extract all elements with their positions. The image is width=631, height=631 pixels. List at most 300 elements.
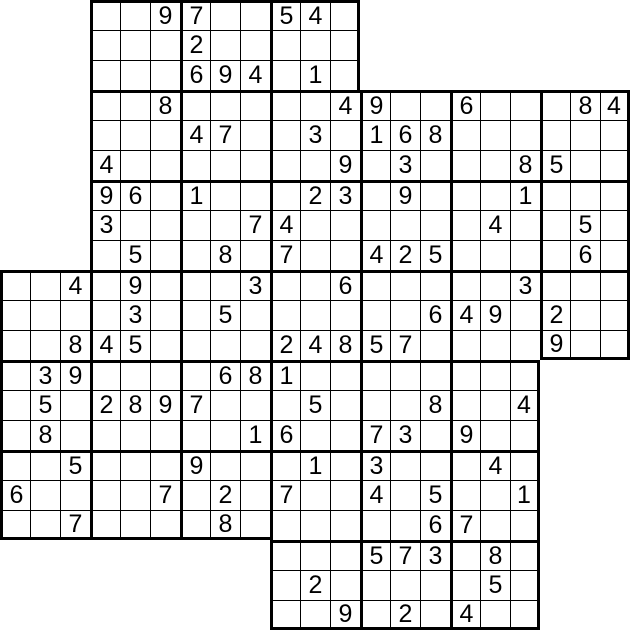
cell-r17-c6[interactable] bbox=[180, 510, 210, 540]
cell-r7-c19: 5 bbox=[570, 210, 600, 240]
cell-r5-c18: 5 bbox=[540, 150, 570, 180]
cell-r7-c13[interactable] bbox=[390, 210, 420, 240]
cell-r15-c7[interactable] bbox=[210, 450, 240, 480]
cell-r18-c11[interactable] bbox=[330, 540, 360, 570]
cell-r12-c10[interactable] bbox=[300, 360, 330, 390]
cell-r10-c19[interactable] bbox=[570, 300, 600, 330]
cell-r16-c3[interactable] bbox=[90, 480, 120, 510]
cell-r1-c3[interactable] bbox=[90, 30, 120, 60]
cell-r3-c13[interactable] bbox=[390, 90, 420, 120]
cell-r6-c7[interactable] bbox=[210, 180, 240, 210]
cell-r0-c6: 7 bbox=[180, 0, 210, 30]
cell-r7-c17[interactable] bbox=[510, 210, 540, 240]
cell-r14-c7[interactable] bbox=[210, 420, 240, 450]
cell-r15-c2: 5 bbox=[60, 450, 90, 480]
cell-r7-c16: 4 bbox=[480, 210, 510, 240]
cell-r16-c6[interactable] bbox=[180, 480, 210, 510]
cell-r19-c9[interactable] bbox=[270, 570, 300, 600]
cell-r14-c4[interactable] bbox=[120, 420, 150, 450]
cell-r6-c9[interactable] bbox=[270, 180, 300, 210]
cell-r10-c10[interactable] bbox=[300, 300, 330, 330]
cell-r6-c17: 1 bbox=[510, 180, 540, 210]
cell-r10-c8[interactable] bbox=[240, 300, 270, 330]
cell-r10-c17[interactable] bbox=[510, 300, 540, 330]
cell-r17-c0[interactable] bbox=[0, 510, 30, 540]
cell-r9-c14[interactable] bbox=[420, 270, 450, 300]
cell-r2-c11[interactable] bbox=[330, 60, 360, 90]
cell-r11-c5[interactable] bbox=[150, 330, 180, 360]
cell-r5-c12[interactable] bbox=[360, 150, 390, 180]
cell-r12-c1: 3 bbox=[30, 360, 60, 390]
cell-r10-c11[interactable] bbox=[330, 300, 360, 330]
cell-r16-c2[interactable] bbox=[60, 480, 90, 510]
cell-r12-c3[interactable] bbox=[90, 360, 120, 390]
cell-r20-c12[interactable] bbox=[360, 600, 390, 630]
cell-r15-c9[interactable] bbox=[270, 450, 300, 480]
cell-r14-c13: 3 bbox=[390, 420, 420, 450]
cell-r17-c8[interactable] bbox=[240, 510, 270, 540]
cell-r9-c8: 3 bbox=[240, 270, 270, 300]
cell-r12-c4[interactable] bbox=[120, 360, 150, 390]
cell-r11-c4: 5 bbox=[120, 330, 150, 360]
cell-r8-c14: 5 bbox=[420, 240, 450, 270]
cell-r7-c6[interactable] bbox=[180, 210, 210, 240]
cell-r7-c15[interactable] bbox=[450, 210, 480, 240]
cell-r17-c7: 8 bbox=[210, 510, 240, 540]
cell-r12-c5[interactable] bbox=[150, 360, 180, 390]
cell-r15-c4[interactable] bbox=[120, 450, 150, 480]
cell-r9-c11: 6 bbox=[330, 270, 360, 300]
cell-r1-c9[interactable] bbox=[270, 30, 300, 60]
cell-r7-c9: 4 bbox=[270, 210, 300, 240]
cell-r15-c17[interactable] bbox=[510, 450, 540, 480]
cell-r3-c11: 4 bbox=[330, 90, 360, 120]
cell-r2-c9[interactable] bbox=[270, 60, 300, 90]
cell-r14-c9: 6 bbox=[270, 420, 300, 450]
cell-r6-c10: 2 bbox=[300, 180, 330, 210]
cell-r12-c13[interactable] bbox=[390, 360, 420, 390]
cell-r8-c6[interactable] bbox=[180, 240, 210, 270]
cell-r12-c16[interactable] bbox=[480, 360, 510, 390]
cell-r5-c8[interactable] bbox=[240, 150, 270, 180]
cell-r10-c0[interactable] bbox=[0, 300, 30, 330]
cell-r1-c10[interactable] bbox=[300, 30, 330, 60]
cell-r13-c11[interactable] bbox=[330, 390, 360, 420]
cell-r7-c12[interactable] bbox=[360, 210, 390, 240]
cell-r2-c5[interactable] bbox=[150, 60, 180, 90]
cell-r17-c9[interactable] bbox=[270, 510, 300, 540]
cell-r19-c14[interactable] bbox=[420, 570, 450, 600]
cell-r18-c10[interactable] bbox=[300, 540, 330, 570]
cell-r1-c8[interactable] bbox=[240, 30, 270, 60]
cell-r13-c2[interactable] bbox=[60, 390, 90, 420]
cell-r8-c18[interactable] bbox=[540, 240, 570, 270]
cell-r10-c1[interactable] bbox=[30, 300, 60, 330]
cell-r9-c12[interactable] bbox=[360, 270, 390, 300]
cell-r4-c9[interactable] bbox=[270, 120, 300, 150]
cell-r11-c6[interactable] bbox=[180, 330, 210, 360]
cell-r13-c8[interactable] bbox=[240, 390, 270, 420]
cell-r11-c16[interactable] bbox=[480, 330, 510, 360]
cell-r12-c15[interactable] bbox=[450, 360, 480, 390]
cell-r8-c15[interactable] bbox=[450, 240, 480, 270]
cell-r5-c13: 3 bbox=[390, 150, 420, 180]
cell-r5-c3: 4 bbox=[90, 150, 120, 180]
cell-r15-c10: 1 bbox=[300, 450, 330, 480]
cell-r11-c19[interactable] bbox=[570, 330, 600, 360]
cell-r8-c7: 8 bbox=[210, 240, 240, 270]
cell-r8-c20[interactable] bbox=[600, 240, 630, 270]
cell-r12-c2: 9 bbox=[60, 360, 90, 390]
cell-r14-c11[interactable] bbox=[330, 420, 360, 450]
cell-r9-c15[interactable] bbox=[450, 270, 480, 300]
cell-r9-c9[interactable] bbox=[270, 270, 300, 300]
cell-r0-c4[interactable] bbox=[120, 0, 150, 30]
cell-r4-c13: 6 bbox=[390, 120, 420, 150]
cell-r15-c8[interactable] bbox=[240, 450, 270, 480]
cell-r7-c4[interactable] bbox=[120, 210, 150, 240]
cell-r20-c10[interactable] bbox=[300, 600, 330, 630]
cell-r0-c9: 5 bbox=[270, 0, 300, 30]
cell-r14-c12: 7 bbox=[360, 420, 390, 450]
cell-r14-c8: 1 bbox=[240, 420, 270, 450]
cell-r3-c8[interactable] bbox=[240, 90, 270, 120]
cell-r2-c3[interactable] bbox=[90, 60, 120, 90]
cell-r4-c20[interactable] bbox=[600, 120, 630, 150]
cell-r18-c17[interactable] bbox=[510, 540, 540, 570]
cell-r13-c13[interactable] bbox=[390, 390, 420, 420]
cell-r7-c18[interactable] bbox=[540, 210, 570, 240]
cell-r17-c17[interactable] bbox=[510, 510, 540, 540]
cell-r10-c7: 5 bbox=[210, 300, 240, 330]
cell-r9-c17: 3 bbox=[510, 270, 540, 300]
cell-r11-c10: 4 bbox=[300, 330, 330, 360]
cell-r11-c8[interactable] bbox=[240, 330, 270, 360]
cell-r15-c15[interactable] bbox=[450, 450, 480, 480]
cell-r5-c5[interactable] bbox=[150, 150, 180, 180]
cell-r7-c10[interactable] bbox=[300, 210, 330, 240]
cell-r9-c2: 4 bbox=[60, 270, 90, 300]
cell-r6-c15[interactable] bbox=[450, 180, 480, 210]
cell-r19-c11[interactable] bbox=[330, 570, 360, 600]
cell-r20-c11: 9 bbox=[330, 600, 360, 630]
cell-r9-c3[interactable] bbox=[90, 270, 120, 300]
cell-r5-c6[interactable] bbox=[180, 150, 210, 180]
cell-r20-c16[interactable] bbox=[480, 600, 510, 630]
cell-r3-c3[interactable] bbox=[90, 90, 120, 120]
cell-r9-c1[interactable] bbox=[30, 270, 60, 300]
cell-r16-c1[interactable] bbox=[30, 480, 60, 510]
cell-r4-c8[interactable] bbox=[240, 120, 270, 150]
cell-r6-c19[interactable] bbox=[570, 180, 600, 210]
cell-r0-c11[interactable] bbox=[330, 0, 360, 30]
cell-r5-c9[interactable] bbox=[270, 150, 300, 180]
cell-r9-c10[interactable] bbox=[300, 270, 330, 300]
cell-r16-c12: 4 bbox=[360, 480, 390, 510]
cell-r4-c19[interactable] bbox=[570, 120, 600, 150]
cell-r8-c11[interactable] bbox=[330, 240, 360, 270]
cell-r1-c11[interactable] bbox=[330, 30, 360, 60]
cell-r15-c0[interactable] bbox=[0, 450, 30, 480]
cell-r12-c6[interactable] bbox=[180, 360, 210, 390]
cell-r9-c0[interactable] bbox=[0, 270, 30, 300]
cell-r19-c15[interactable] bbox=[450, 570, 480, 600]
cell-r16-c14: 5 bbox=[420, 480, 450, 510]
cell-r4-c11[interactable] bbox=[330, 120, 360, 150]
cell-r11-c11: 8 bbox=[330, 330, 360, 360]
cell-r3-c18[interactable] bbox=[540, 90, 570, 120]
cell-r0-c5: 9 bbox=[150, 0, 180, 30]
cell-r15-c3[interactable] bbox=[90, 450, 120, 480]
cell-r14-c1: 8 bbox=[30, 420, 60, 450]
cell-r3-c14[interactable] bbox=[420, 90, 450, 120]
cell-r4-c18[interactable] bbox=[540, 120, 570, 150]
cell-r12-c11[interactable] bbox=[330, 360, 360, 390]
cell-r6-c14[interactable] bbox=[420, 180, 450, 210]
cell-r13-c12[interactable] bbox=[360, 390, 390, 420]
cell-r9-c5[interactable] bbox=[150, 270, 180, 300]
cell-r13-c0[interactable] bbox=[0, 390, 30, 420]
cell-r20-c9[interactable] bbox=[270, 600, 300, 630]
cell-r13-c7[interactable] bbox=[210, 390, 240, 420]
cell-r16-c4[interactable] bbox=[120, 480, 150, 510]
cell-r8-c10[interactable] bbox=[300, 240, 330, 270]
cell-r19-c13[interactable] bbox=[390, 570, 420, 600]
cell-r20-c17[interactable] bbox=[510, 600, 540, 630]
cell-r8-c5[interactable] bbox=[150, 240, 180, 270]
cell-r15-c11[interactable] bbox=[330, 450, 360, 480]
cell-r17-c5[interactable] bbox=[150, 510, 180, 540]
cell-r15-c14[interactable] bbox=[420, 450, 450, 480]
cell-r17-c12[interactable] bbox=[360, 510, 390, 540]
cell-r13-c9[interactable] bbox=[270, 390, 300, 420]
cell-r6-c20[interactable] bbox=[600, 180, 630, 210]
cell-r8-c17[interactable] bbox=[510, 240, 540, 270]
cell-r14-c17[interactable] bbox=[510, 420, 540, 450]
cell-r7-c5[interactable] bbox=[150, 210, 180, 240]
cell-r8-c8[interactable] bbox=[240, 240, 270, 270]
cell-r0-c7[interactable] bbox=[210, 0, 240, 30]
cell-r17-c3[interactable] bbox=[90, 510, 120, 540]
cell-r17-c13[interactable] bbox=[390, 510, 420, 540]
cell-r16-c9: 7 bbox=[270, 480, 300, 510]
cell-r18-c12: 5 bbox=[360, 540, 390, 570]
cell-r6-c8[interactable] bbox=[240, 180, 270, 210]
cell-r3-c6[interactable] bbox=[180, 90, 210, 120]
cell-r9-c7[interactable] bbox=[210, 270, 240, 300]
cell-r5-c19[interactable] bbox=[570, 150, 600, 180]
cell-r3-c4[interactable] bbox=[120, 90, 150, 120]
cell-r12-c9: 1 bbox=[270, 360, 300, 390]
cell-r10-c15: 4 bbox=[450, 300, 480, 330]
cell-r14-c5[interactable] bbox=[150, 420, 180, 450]
cell-r9-c4: 9 bbox=[120, 270, 150, 300]
cell-r10-c2[interactable] bbox=[60, 300, 90, 330]
cell-r17-c10[interactable] bbox=[300, 510, 330, 540]
cell-r10-c13[interactable] bbox=[390, 300, 420, 330]
cell-r1-c7[interactable] bbox=[210, 30, 240, 60]
cell-r13-c4: 8 bbox=[120, 390, 150, 420]
cell-r15-c5[interactable] bbox=[150, 450, 180, 480]
cell-r14-c2[interactable] bbox=[60, 420, 90, 450]
cell-r14-c10[interactable] bbox=[300, 420, 330, 450]
cell-r9-c6[interactable] bbox=[180, 270, 210, 300]
cell-r4-c7: 7 bbox=[210, 120, 240, 150]
cell-r17-c16[interactable] bbox=[480, 510, 510, 540]
cell-r12-c12[interactable] bbox=[360, 360, 390, 390]
cell-r12-c17[interactable] bbox=[510, 360, 540, 390]
cell-r4-c14: 8 bbox=[420, 120, 450, 150]
cell-r4-c17[interactable] bbox=[510, 120, 540, 150]
cell-r3-c5: 8 bbox=[150, 90, 180, 120]
cell-r11-c1[interactable] bbox=[30, 330, 60, 360]
cell-r10-c16: 9 bbox=[480, 300, 510, 330]
cell-r9-c18[interactable] bbox=[540, 270, 570, 300]
cell-r5-c15[interactable] bbox=[450, 150, 480, 180]
cell-r8-c12: 4 bbox=[360, 240, 390, 270]
cell-r3-c17[interactable] bbox=[510, 90, 540, 120]
cell-r4-c16[interactable] bbox=[480, 120, 510, 150]
cell-r3-c10[interactable] bbox=[300, 90, 330, 120]
cell-r15-c6: 9 bbox=[180, 450, 210, 480]
cell-r14-c0[interactable] bbox=[0, 420, 30, 450]
cell-r3-c20: 4 bbox=[600, 90, 630, 120]
cell-r1-c5[interactable] bbox=[150, 30, 180, 60]
cell-r5-c16[interactable] bbox=[480, 150, 510, 180]
cell-r18-c13: 7 bbox=[390, 540, 420, 570]
cell-r14-c16[interactable] bbox=[480, 420, 510, 450]
cell-r9-c20[interactable] bbox=[600, 270, 630, 300]
cell-r13-c1: 5 bbox=[30, 390, 60, 420]
cell-r10-c5[interactable] bbox=[150, 300, 180, 330]
cell-r6-c13: 9 bbox=[390, 180, 420, 210]
cell-r4-c4[interactable] bbox=[120, 120, 150, 150]
cell-r6-c5[interactable] bbox=[150, 180, 180, 210]
cell-r11-c0[interactable] bbox=[0, 330, 30, 360]
cell-r11-c18: 9 bbox=[540, 330, 570, 360]
cell-r0-c3[interactable] bbox=[90, 0, 120, 30]
cell-r14-c15: 9 bbox=[450, 420, 480, 450]
cell-r3-c12: 9 bbox=[360, 90, 390, 120]
cell-r11-c17[interactable] bbox=[510, 330, 540, 360]
cell-r10-c3[interactable] bbox=[90, 300, 120, 330]
cell-r16-c8[interactable] bbox=[240, 480, 270, 510]
cell-r16-c11[interactable] bbox=[330, 480, 360, 510]
cell-r6-c16[interactable] bbox=[480, 180, 510, 210]
cell-r13-c3: 2 bbox=[90, 390, 120, 420]
cell-r5-c14[interactable] bbox=[420, 150, 450, 180]
cell-r5-c4[interactable] bbox=[120, 150, 150, 180]
cell-r1-c4[interactable] bbox=[120, 30, 150, 60]
cell-r16-c7: 2 bbox=[210, 480, 240, 510]
cell-r10-c20[interactable] bbox=[600, 300, 630, 330]
cell-r16-c13[interactable] bbox=[390, 480, 420, 510]
cell-r8-c13: 2 bbox=[390, 240, 420, 270]
cell-r14-c3[interactable] bbox=[90, 420, 120, 450]
cell-r6-c12[interactable] bbox=[360, 180, 390, 210]
cell-r18-c15[interactable] bbox=[450, 540, 480, 570]
cell-r3-c9[interactable] bbox=[270, 90, 300, 120]
cell-r6-c11: 3 bbox=[330, 180, 360, 210]
cell-r11-c14[interactable] bbox=[420, 330, 450, 360]
cell-r7-c3: 3 bbox=[90, 210, 120, 240]
cell-r2-c8: 4 bbox=[240, 60, 270, 90]
cell-r15-c13[interactable] bbox=[390, 450, 420, 480]
cell-r14-c14[interactable] bbox=[420, 420, 450, 450]
cell-r3-c19: 8 bbox=[570, 90, 600, 120]
cell-r8-c9: 7 bbox=[270, 240, 300, 270]
cell-r5-c7[interactable] bbox=[210, 150, 240, 180]
cell-r3-c16[interactable] bbox=[480, 90, 510, 120]
cell-r15-c12: 3 bbox=[360, 450, 390, 480]
cell-r16-c15[interactable] bbox=[450, 480, 480, 510]
cell-r11-c7[interactable] bbox=[210, 330, 240, 360]
cell-r10-c12[interactable] bbox=[360, 300, 390, 330]
cell-r10-c9[interactable] bbox=[270, 300, 300, 330]
cell-r16-c16[interactable] bbox=[480, 480, 510, 510]
cell-r5-c10[interactable] bbox=[300, 150, 330, 180]
cell-r9-c13[interactable] bbox=[390, 270, 420, 300]
cell-r11-c13: 7 bbox=[390, 330, 420, 360]
cell-r2-c10: 1 bbox=[300, 60, 330, 90]
cell-r19-c12[interactable] bbox=[360, 570, 390, 600]
cell-r10-c4: 3 bbox=[120, 300, 150, 330]
cell-r13-c16[interactable] bbox=[480, 390, 510, 420]
cell-r16-c17: 1 bbox=[510, 480, 540, 510]
cell-r19-c16: 5 bbox=[480, 570, 510, 600]
cell-r11-c15[interactable] bbox=[450, 330, 480, 360]
cell-r20-c14[interactable] bbox=[420, 600, 450, 630]
cell-r3-c7[interactable] bbox=[210, 90, 240, 120]
cell-r12-c14[interactable] bbox=[420, 360, 450, 390]
cell-r5-c20[interactable] bbox=[600, 150, 630, 180]
cell-r18-c9[interactable] bbox=[270, 540, 300, 570]
cell-r17-c4[interactable] bbox=[120, 510, 150, 540]
cell-r8-c16[interactable] bbox=[480, 240, 510, 270]
cell-r16-c10[interactable] bbox=[300, 480, 330, 510]
cell-r7-c11[interactable] bbox=[330, 210, 360, 240]
cell-r7-c14[interactable] bbox=[420, 210, 450, 240]
cell-r17-c1[interactable] bbox=[30, 510, 60, 540]
cell-r8-c3[interactable] bbox=[90, 240, 120, 270]
cell-r15-c1[interactable] bbox=[30, 450, 60, 480]
cell-r4-c15[interactable] bbox=[450, 120, 480, 150]
cell-r9-c16[interactable] bbox=[480, 270, 510, 300]
cell-r7-c7[interactable] bbox=[210, 210, 240, 240]
cell-r7-c20[interactable] bbox=[600, 210, 630, 240]
cell-r2-c7: 9 bbox=[210, 60, 240, 90]
cell-r13-c5: 9 bbox=[150, 390, 180, 420]
cell-r4-c3[interactable] bbox=[90, 120, 120, 150]
cell-r6-c18[interactable] bbox=[540, 180, 570, 210]
cell-r2-c4[interactable] bbox=[120, 60, 150, 90]
cell-r0-c8[interactable] bbox=[240, 0, 270, 30]
cell-r6-c3: 9 bbox=[90, 180, 120, 210]
cell-r1-c6: 2 bbox=[180, 30, 210, 60]
cell-r13-c6: 7 bbox=[180, 390, 210, 420]
cell-r17-c11[interactable] bbox=[330, 510, 360, 540]
cell-r11-c20[interactable] bbox=[600, 330, 630, 360]
cell-r13-c15[interactable] bbox=[450, 390, 480, 420]
cell-r16-c0: 6 bbox=[0, 480, 30, 510]
cell-r10-c6[interactable] bbox=[180, 300, 210, 330]
cell-r4-c5[interactable] bbox=[150, 120, 180, 150]
cell-r12-c0[interactable] bbox=[0, 360, 30, 390]
cell-r14-c6[interactable] bbox=[180, 420, 210, 450]
cell-r9-c19[interactable] bbox=[570, 270, 600, 300]
cell-r11-c12: 5 bbox=[360, 330, 390, 360]
cell-r19-c17[interactable] bbox=[510, 570, 540, 600]
